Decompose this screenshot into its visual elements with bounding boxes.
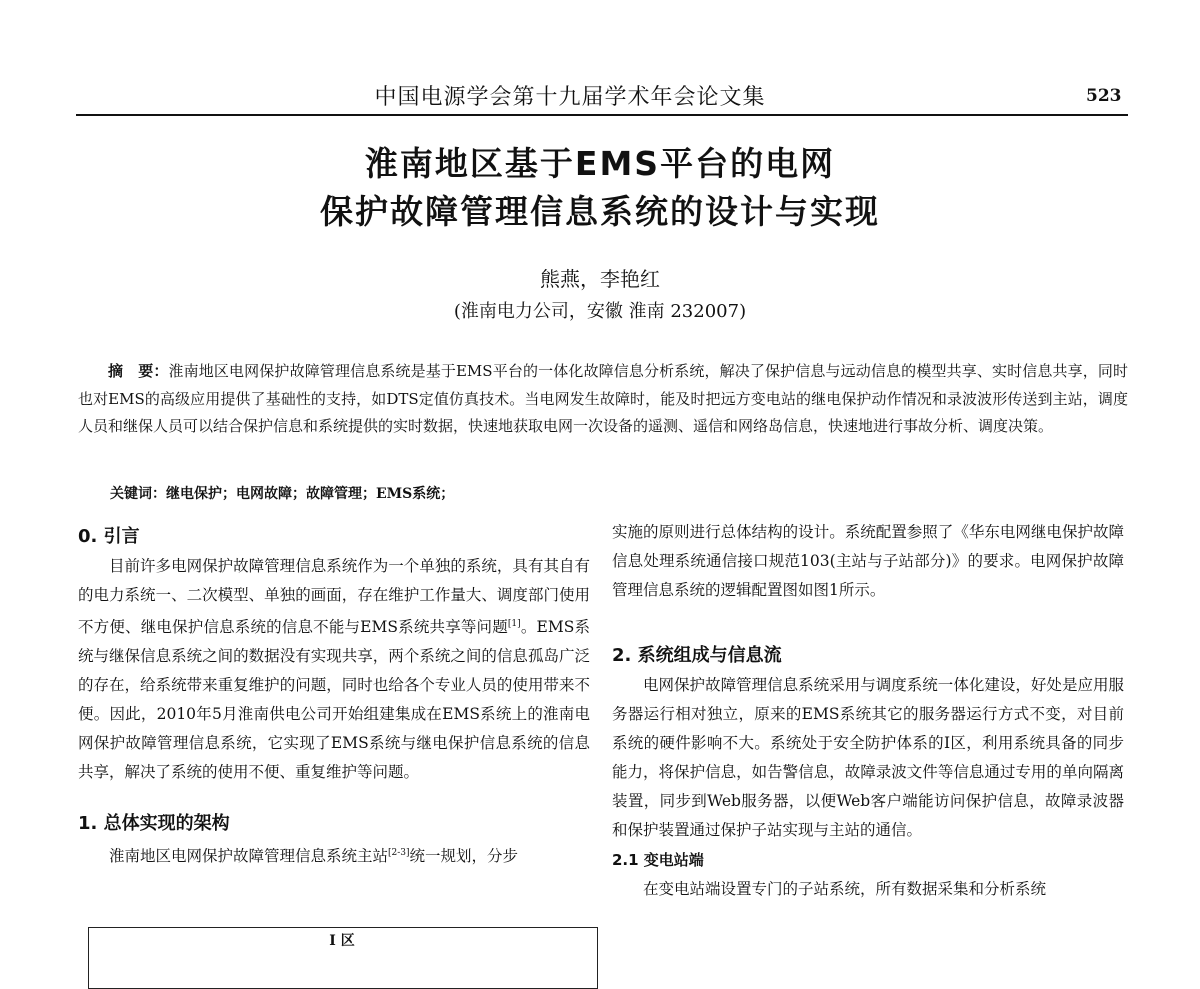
section-0-paragraph	[78, 552, 590, 787]
abstract-label: 摘 要：	[108, 362, 169, 380]
figure-1-zone-label: I 区	[329, 933, 355, 949]
paper-title-line-1: 淮南地区基于EMS平台的电网	[364, 144, 836, 183]
citation-1: [1]	[507, 619, 521, 629]
keywords: 关键词：继电保护；电网故障；故障管理；EMS系统；	[110, 486, 455, 502]
page-number: 523	[1086, 86, 1122, 106]
subsection-2-1-paragraph: 在变电站端设置专门的子站系统，所有数据采集和分析系统	[643, 880, 1047, 898]
section-1-text: 淮南地区电网保护故障管理信息系统主站	[109, 847, 389, 866]
section-0-text-cont: 。EMS系统与继保信息系统之间的数据没有实现共享，两个系统之间的信息孤岛广泛的存在，给系统带来重复维护的问题，同时也给各个专业人员的使用带来不便。因此，2010年5月淮南供电公司开始组建集成在EMS系统上的淮南电网保护故障管理信息系统，它实现了EMS系统与继电保护信息系统的信息共享，解决了系统的使用不便、重复维护等问题。	[78, 618, 590, 782]
section-1-paragraph	[78, 839, 590, 871]
running-header-title: 中国电源学会第十九届学术年会论文集	[374, 85, 766, 110]
right-column	[612, 518, 1124, 904]
subsection-2-1-heading: 2.1 变电站端	[612, 851, 704, 869]
left-column	[78, 522, 590, 871]
paper-title-line-2: 保护故障管理信息系统的设计与实现	[320, 192, 880, 231]
section-0-heading: 0. 引言	[78, 526, 140, 547]
section-1-text-cont: 统一规划，分步	[409, 847, 519, 866]
continued-paragraph: 实施的原则进行总体结构的设计。系统配置参照了《华东电网继电保护故障信息处理系统通信接口规范103(主站与子站部分)》的要求。电网保护故障管理信息系统的逻辑配置图如图1所示。	[612, 523, 1124, 599]
abstract-text: 淮南地区电网保护故障管理信息系统是基于EMS平台的一体化故障信息分析系统，解决了保护信息与远动信息的模型共享、实时信息共享，同时也对EMS的高级应用提供了基础性的支持，如DTS定值仿真技术。当电网发生故障时，能及时把远方变电站的继电保护动作情况和录波波形传送到主站，调度人员和继保人员可以结合保护信息和系统提供的实时数据，快速地获取电网一次设备的遥测、遥信和网络岛信息，快速地进行事故分析、调度决策。	[78, 362, 1128, 435]
section-2-heading: 2. 系统组成与信息流	[612, 645, 782, 666]
affiliation: (淮南电力公司，安徽 淮南 232007)	[453, 301, 747, 322]
authors: 熊燕，李艳红	[540, 267, 660, 291]
header-rule	[76, 114, 1128, 116]
section-1-heading: 1. 总体实现的架构	[78, 813, 230, 835]
section-0-text: 目前许多电网保护故障管理信息系统作为一个单独的系统，具有其自有的电力系统一、二次模型、单独的画面，存在维护工作量大、调度部门使用不方便、继电保护信息系统的信息不能与EMS系统共享等问题	[78, 557, 590, 637]
abstract	[78, 358, 1128, 441]
citation-2-3: [2-3]	[388, 848, 410, 859]
section-2-paragraph: 电网保护故障管理信息系统采用与调度系统一体化建设，好处是应用服务器运行相对独立，原来的EMS系统其它的服务器运行方式不变，对目前系统的硬件影响不大。系统处于安全防护体系的I区，利用系统具备的同步能力，将保护信息，如告警信息，故障录波文件等信息通过专用的单向隔离装置，同步到Web服务器，以便Web客户端能访问保护信息，故障录波器和保护装置通过保护子站实现与主站的通信。	[612, 676, 1124, 839]
